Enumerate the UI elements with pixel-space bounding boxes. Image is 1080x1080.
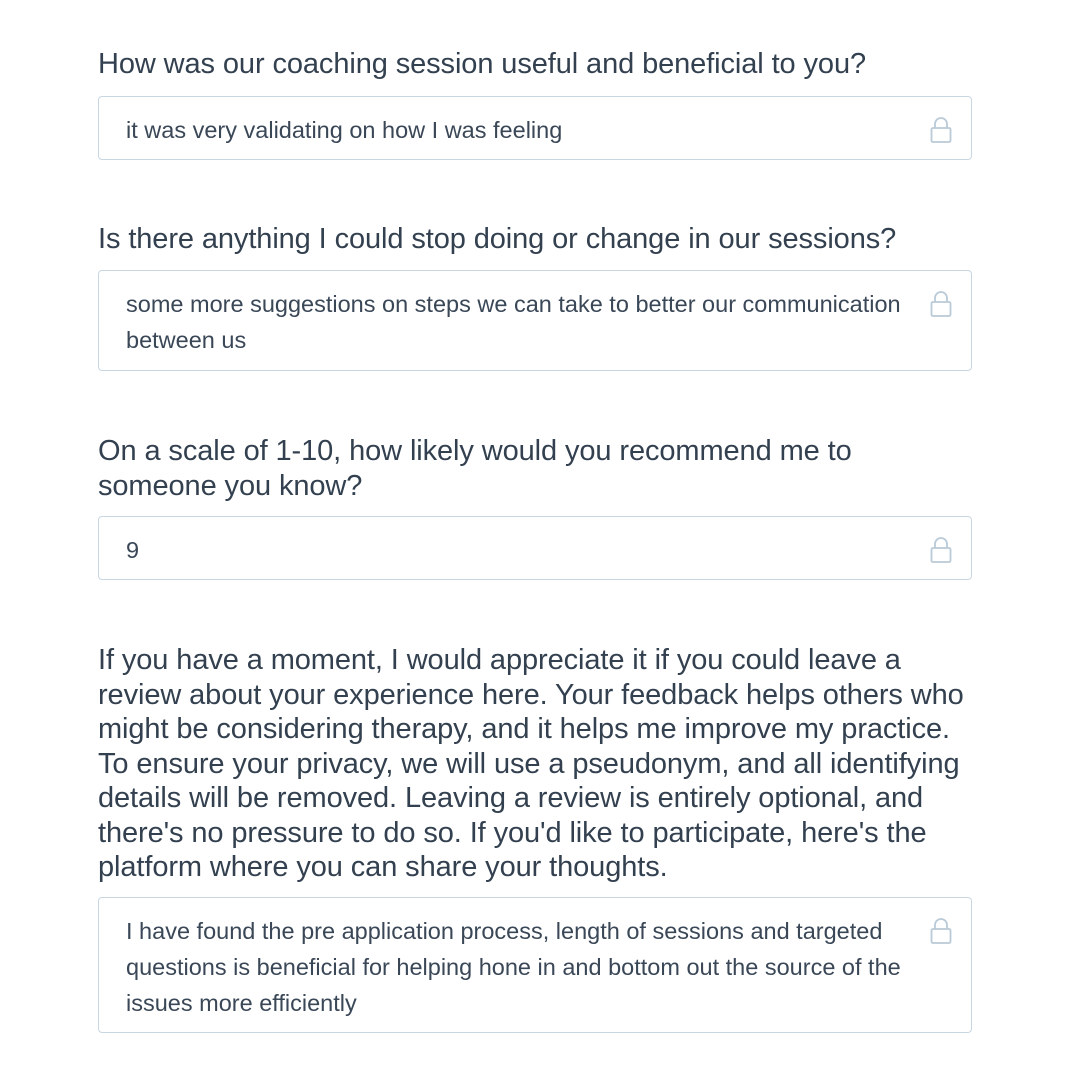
question-2-label: Is there anything I could stop doing or change in our sessions? (98, 223, 897, 255)
lock-icon (929, 534, 953, 564)
lock-icon (929, 915, 953, 945)
answer-4-field (98, 897, 972, 1033)
question-3-label: On a scale of 1-10, how likely would you recommend me to someone you know? (98, 435, 852, 502)
answer-1-field (98, 96, 972, 160)
answer-1-text: it was very validating on how I was feeling (126, 117, 563, 143)
question-1-label: How was our coaching session useful and beneficial to you? (98, 48, 866, 80)
lock-icon (929, 114, 953, 144)
answer-2-text: some more suggestions on steps we can take to better our communication between us (126, 291, 901, 353)
answer-4-text: I have found the pre application process, length of sessions and targeted questions is beneficial for helping hone in and bottom out the source of the issues more efficiently (126, 918, 901, 1016)
answer-3-field (98, 516, 972, 580)
question-4-label: If you have a moment, I would appreciate it if you could leave a review about your experience here. Your feedback helps others who might be considering therapy, and it helps me improve my practice. To ensure your privacy, we will use a pseudonym, and all identifying details will be removed. Leaving a review is entirely optional, and there's no pressure to do so. If you'd like to participate, here's the platform where you can share your thoughts. (98, 644, 964, 883)
answer-2-field (98, 270, 972, 371)
answer-3-text: 9 (126, 537, 140, 563)
lock-icon (929, 288, 953, 318)
